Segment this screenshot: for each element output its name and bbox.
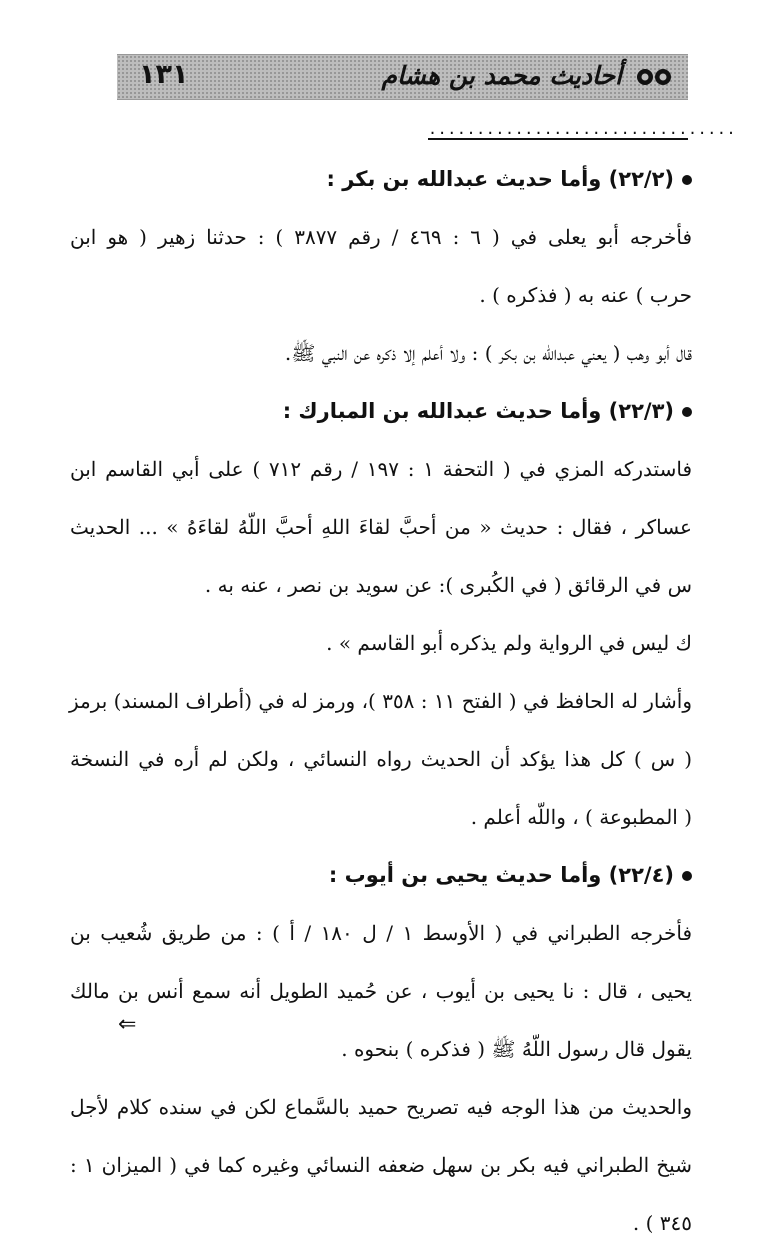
text-line: ٣٤٥ ) . <box>632 1211 692 1235</box>
text-line: ك ليس في الرواية ولم يذكره أبو القاسم » . <box>326 631 692 655</box>
bullet-icon <box>682 407 692 417</box>
text-line: ( المطبوعة ) ، واللّه أعلم . <box>470 805 692 829</box>
text-line: قال أبو وهب ( يعني عبدالله بن بكر ) : ولا أعلم إلا ذكره عن النبي ﷺ. <box>284 341 692 365</box>
text-line: وأشار له الحافظ في ( الفتح ١١ : ٣٥٨ )، ورمز له في (أطراف المسند) برمز <box>68 689 692 713</box>
book-title: أحاديث محمد بن هشام <box>381 61 622 90</box>
next-page-arrow-icon: ⇐ <box>118 1012 137 1037</box>
bullet-icon <box>682 175 692 185</box>
text-line: فاستدركه المزي في ( التحفة ١ : ١٩٧ / رقم ٧١٢ ) على أبي القاسم ابن <box>70 457 693 481</box>
separator-line <box>428 138 688 140</box>
text-line: يقول قال رسول اللّهُ ﷺ ( فذكره ) بنحوه . <box>341 1037 692 1061</box>
text-line: فأخرجه أبو يعلى في ( ٦ : ٤٦٩ / رقم ٣٨٧٧ ) : حدثنا زهير ( هو ابن <box>70 225 693 249</box>
section-heading: (٢٢/٤) وأما حديث يحيى بن أيوب : <box>70 846 692 904</box>
body-text <box>70 150 692 1252</box>
text-line: يحيى ، قال : نا يحيى بن أيوب ، عن حُميد الطويل أنه سمع أنس بن مالك <box>70 979 692 1003</box>
bullet-icon <box>682 871 692 881</box>
text-line: ( س ) كل هذا يؤكد أن الحديث رواه النسائي ، ولكن لم أره في النسخة <box>70 747 693 771</box>
ornament-icon <box>634 66 674 88</box>
dotted-separator: ................................ <box>428 120 737 138</box>
text-line: والحديث من هذا الوجه فيه تصريح حميد بالسَّماع لكن في سنده كلام لأجل <box>70 1095 692 1119</box>
text-line: عساكر ، فقال : حديث « من أحبَّ لقاءَ اللهِ أحبَّ اللّهُ لقاءَهُ » ... الحديث <box>70 515 692 539</box>
running-header <box>117 54 688 100</box>
text-line: فأخرجه الطبراني في ( الأوسط ١ / ل ١٨٠ / أ ) : من طريق شُعيب بن <box>70 921 692 945</box>
text-line: حرب ) عنه به ( فذكره ) . <box>479 283 692 307</box>
page-number: ١٣١ <box>139 59 189 90</box>
section-heading: (٢٢/٣) وأما حديث عبدالله بن المبارك : <box>70 382 692 440</box>
text-line: س في الرقائق ( في الكُبرى ): عن سويد بن نصر ، عنه به . <box>204 573 692 597</box>
section-heading: (٢٢/٢) وأما حديث عبدالله بن بكر : <box>70 150 692 208</box>
text-line: شيخ الطبراني فيه بكر بن سهل ضعفه النسائي وغيره كما في ( الميزان ١ : <box>70 1153 692 1177</box>
